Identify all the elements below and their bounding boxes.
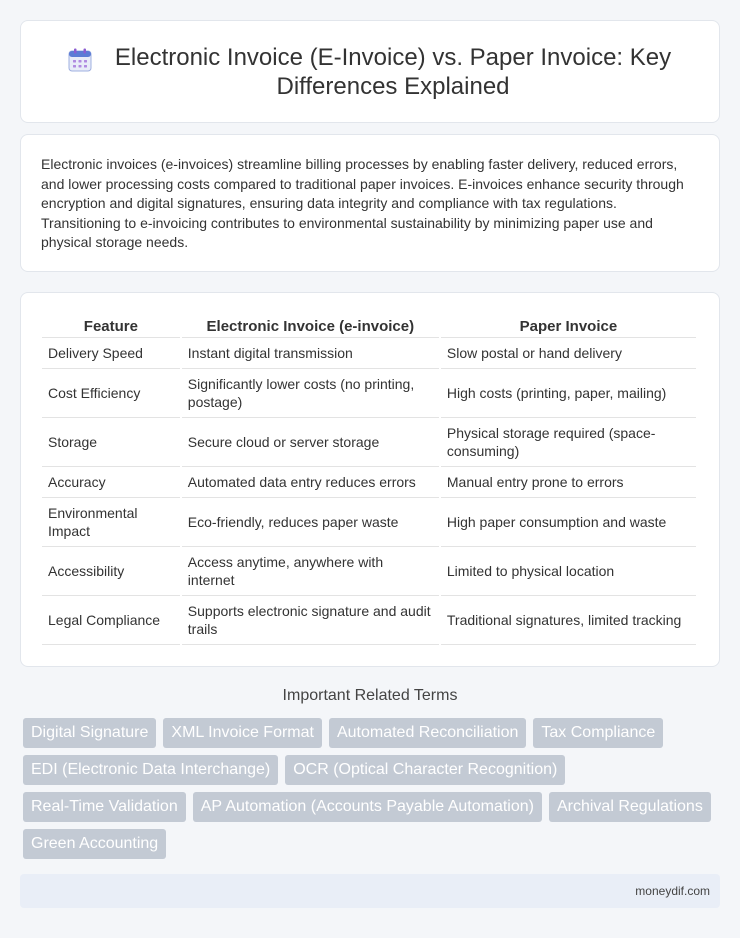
tag-archival-regulations[interactable]: Archival Regulations: [549, 792, 711, 822]
table-cell: Legal Compliance: [42, 596, 180, 645]
intro-text: Electronic invoices (e-invoices) streamline billing processes by enabling faster delivery, reduced errors, and lower processing costs compared to traditional paper invoices. E-invoices enhance security through encryption and digital signatures, ensuring data integrity and compliance with tax regulations. Transitioning to e-invoicing contributes to environmental sustainability by minimizing paper use and physical storage needs.: [41, 156, 684, 250]
intro-card: [20, 134, 720, 272]
table-cell: Traditional signatures, limited tracking: [441, 596, 696, 645]
page-title: Electronic Invoice (E-Invoice) vs. Paper Invoice: Key Differences Explained: [114, 43, 672, 100]
tag-edi[interactable]: EDI (Electronic Data Interchange): [23, 755, 278, 785]
table-cell: Slow postal or hand delivery: [441, 338, 696, 369]
table-cell: High paper consumption and waste: [441, 498, 696, 547]
related-terms-tags: [23, 718, 723, 859]
table-cell: High costs (printing, paper, mailing): [441, 369, 696, 418]
tag-digital-signature[interactable]: Digital Signature: [23, 718, 156, 748]
table-header-row: [42, 313, 696, 338]
table-row: [42, 338, 696, 369]
table-cell: Accuracy: [42, 467, 180, 498]
column-header-e-invoice: Electronic Invoice (e-invoice): [182, 313, 439, 338]
header-card: [20, 20, 720, 123]
calendar-icon: [67, 47, 93, 73]
table-row: [42, 596, 696, 645]
table-row: [42, 547, 696, 596]
table-cell: Environmental Impact: [42, 498, 180, 547]
table-cell: Manual entry prone to errors: [441, 467, 696, 498]
table-cell: Significantly lower costs (no printing, postage): [182, 369, 439, 418]
comparison-card: [20, 292, 720, 667]
tag-ap-automation[interactable]: AP Automation (Accounts Payable Automation): [193, 792, 542, 822]
table-cell: Automated data entry reduces errors: [182, 467, 439, 498]
table-row: [42, 467, 696, 498]
table-row: [42, 418, 696, 467]
table-cell: Access anytime, anywhere with internet: [182, 547, 439, 596]
tag-tax-compliance[interactable]: Tax Compliance: [533, 718, 663, 748]
tag-automated-reconciliation[interactable]: Automated Reconciliation: [329, 718, 526, 748]
table-cell: Instant digital transmission: [182, 338, 439, 369]
table-cell: Physical storage required (space-consuming): [441, 418, 696, 467]
column-header-paper-invoice: Paper Invoice: [441, 313, 696, 338]
comparison-table: [40, 313, 698, 645]
footer-site-link[interactable]: moneydif.com: [635, 884, 710, 898]
tag-ocr[interactable]: OCR (Optical Character Recognition): [285, 755, 565, 785]
table-cell: Storage: [42, 418, 180, 467]
table-cell: Eco-friendly, reduces paper waste: [182, 498, 439, 547]
table-row: [42, 498, 696, 547]
tag-green-accounting[interactable]: Green Accounting: [23, 829, 166, 859]
table-cell: Accessibility: [42, 547, 180, 596]
related-terms-title: Important Related Terms: [282, 687, 458, 704]
table-cell: Limited to physical location: [441, 547, 696, 596]
column-header-feature: Feature: [42, 313, 180, 338]
tag-real-time-validation[interactable]: Real-Time Validation: [23, 792, 186, 822]
tag-xml-invoice-format[interactable]: XML Invoice Format: [163, 718, 322, 748]
table-cell: Cost Efficiency: [42, 369, 180, 418]
footer: [20, 874, 720, 908]
table-cell: Delivery Speed: [42, 338, 180, 369]
table-cell: Supports electronic signature and audit trails: [182, 596, 439, 645]
table-cell: Secure cloud or server storage: [182, 418, 439, 467]
table-row: [42, 369, 696, 418]
